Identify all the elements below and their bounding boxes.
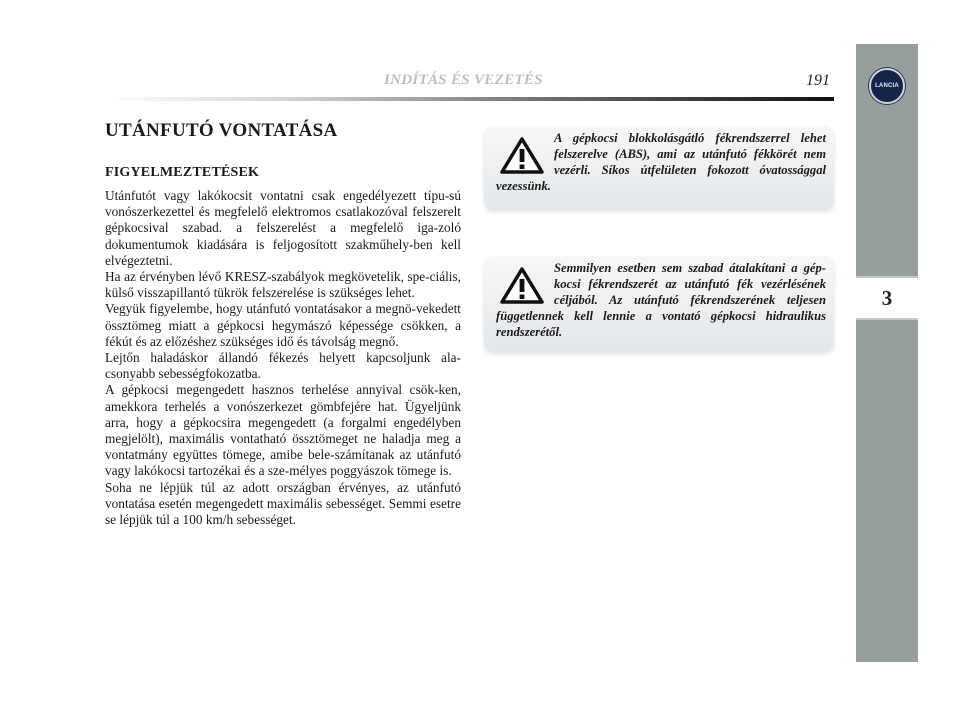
brand-logo-text: LANCIA	[875, 83, 899, 89]
page-title: UTÁNFUTÓ VONTATÁSA	[105, 120, 338, 141]
header-section-title: INDÍTÁS ÉS VEZETÉS	[384, 72, 543, 88]
warning-triangle-icon	[500, 266, 544, 304]
header-rule	[104, 97, 834, 101]
paragraph: Utánfutót vagy lakókocsit vontatni csak engedélyezett típu-sú vonószerkezettel és megfelelő elektromos csatlakozóval felszerelt gépkocsival szabad. a felszerelést a megfelelő iga-zoló dokumentumok kiadására is feljogosított szakműhely-ben kell elvégeztetni.	[105, 188, 461, 268]
sidebar	[856, 44, 918, 662]
chapter-tab[interactable]: 3	[856, 276, 918, 320]
warning-text: Semmilyen esetben sem szabad átalakítani a gép-kocsi fékrendszerét az utánfutó fék vezérlésének céljából. Az utánfutó fékrendszerének teljesen függetlennek kell lennie a vontató gépkocsi hidraulikus rendszerétől.	[496, 261, 826, 339]
paragraph: Vegyük figyelembe, hogy utánfutó vontatásakor a megnö-vekedett össztömeg miatt a gépkocsi hegymászó képessége csökken, a fékút és az előzéshez szükséges idő és távolság megnő.	[105, 301, 461, 349]
paragraph: Soha ne lépjük túl az adott országban érvényes, az utánfutó vontatása esetén megengedett maximális sebességet. Semmi esetre se lépjük túl a 100 km/h sebességet.	[105, 479, 461, 528]
paragraph: Ha az érvényben lévő KRESZ-szabályok megkövetelik, spe-ciális, külső visszapillantó tükrök felszerelése is szükséges lehet.	[105, 269, 461, 301]
page-number: 191	[806, 72, 830, 89]
warning-text: A gépkocsi blokkolásgátló fékrendszerrel lehet felszerelve (ABS), ami az utánfutó fékkörét nem vezérli. Síkos útfelületen fokozott óvatossággal vezessünk.	[496, 131, 826, 193]
warnings-subheading: FIGYELMEZTETÉSEK	[105, 165, 260, 180]
warning-box-abs	[484, 126, 834, 210]
brand-logo	[869, 68, 905, 104]
paragraph: A gépkocsi megengedett hasznos terhelése annyival csök-ken, amekkora terhelés a vonószerkezet gömbfejére hat. Ügyeljünk arra, hogy a gépkocsira megengedett (a forgalmi engedélyben megjelölt), maximális vontatható össztömeget ne haladja meg a vontatmány együttes tömege, amibe bele-számítanak az utánfutó vagy lakókocsi tartozékai és a sze-mélyes poggyászok tömege is.	[105, 382, 461, 479]
warning-triangle-icon	[500, 136, 544, 174]
warning-box-brake	[484, 256, 834, 352]
body-text	[105, 188, 461, 528]
paragraph: Lejtőn haladáskor állandó fékezés helyett kapcsoljunk ala-csonyabb sebességfokozatba.	[105, 350, 461, 382]
